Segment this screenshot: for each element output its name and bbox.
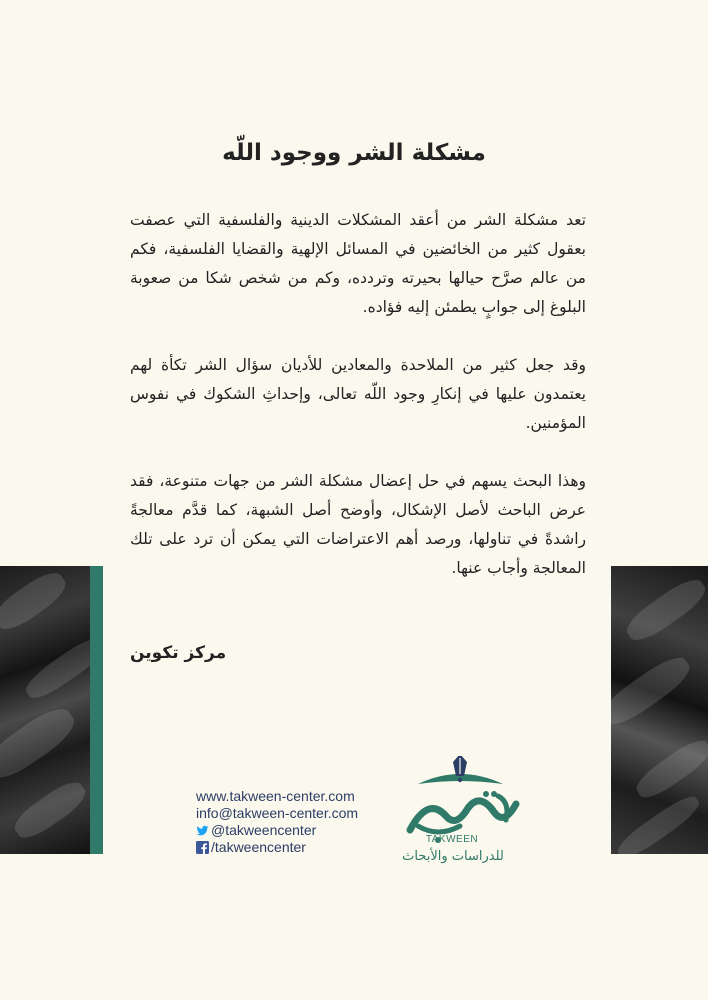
facebook-link[interactable] [196, 839, 386, 856]
contact-info [196, 788, 386, 856]
blurb [130, 206, 586, 612]
right-decorative-image [611, 566, 708, 854]
email-link[interactable]: info@takween-center.com [196, 805, 359, 821]
facebook-handle: /takweencenter [211, 839, 306, 855]
facebook-icon [196, 841, 209, 854]
logo-tagline: للدراسات والأبحاث [402, 849, 504, 864]
paragraph-1: تعد مشكلة الشر من أعقد المشكلات الدينية والفلسفية التي عصفت بعقول كثير من الخائضين في المسائل الإلهية والقضايا الفلسفية، فكم من عالم صرَّح حيالها بحيرته وتردده، وكم من شخص شكا من صعوبة البلوغ إلى جوابٍ يطمئن إليه فؤاده. [130, 211, 586, 316]
twitter-icon [196, 824, 209, 837]
twitter-handle: @takweencenter [211, 822, 317, 838]
paragraph-2: وقد جعل كثير من الملاحدة والمعادين للأديان سؤال الشر تكأة لهم يعتمدون عليها في إنكارِ وجود اللّه تعالى، وإحداثِ الشكوك في نفوس المؤمنين. [130, 356, 586, 432]
signature: مركز تكوين [130, 643, 227, 663]
page-title: مشكلة الشر ووجود اللّه [222, 140, 486, 166]
left-decorative-image [0, 566, 90, 854]
logo-arabic-wordmark: تكوين [458, 826, 462, 827]
twitter-link[interactable] [196, 822, 386, 839]
accent-bar [90, 566, 103, 854]
logo-english-name: TAKWEEN [425, 834, 479, 845]
website-link[interactable]: www.takween-center.com [196, 788, 355, 804]
paragraph-3: وهذا البحث يسهم في حل إعضال مشكلة الشر من جهات متنوعة، فقد عرض الباحث لأصل الإشكال، وأوضح أصل الشبهة، كما قدَّم معالجةً راشدةً في تناولها، ورصد أهم الاعتراضات التي يمكن أن ترد على تلك المعالجة وأجاب عنها. [130, 472, 586, 577]
